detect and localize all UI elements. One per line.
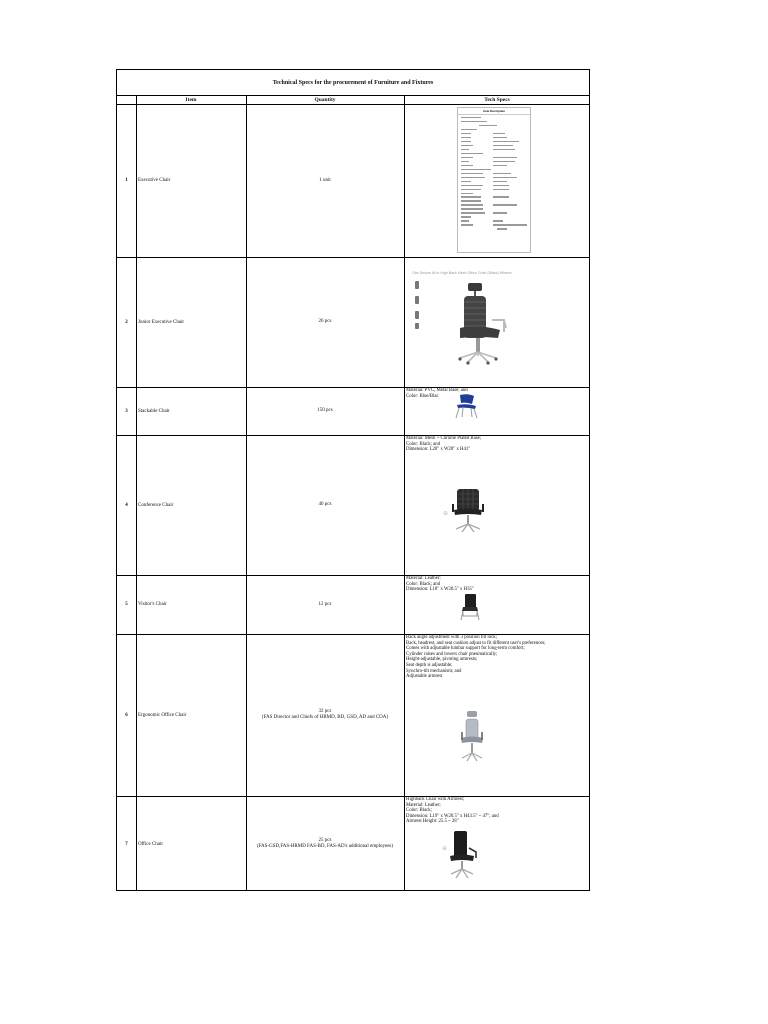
- row-number: 4: [125, 502, 128, 508]
- junior-executive-chair-image: [408, 266, 520, 378]
- table-title: Technical Specs for the procurement of Furniture and Fixtures: [117, 70, 589, 96]
- item-name: Office Chair: [138, 841, 164, 847]
- ergonomic-office-chair-image: [457, 710, 487, 766]
- quantity-value: 40 pcs: [318, 502, 332, 507]
- item-name: Stackable Chair: [138, 408, 170, 414]
- row-number: 2: [125, 319, 128, 325]
- office-chair-image: [442, 830, 482, 882]
- col-divider: [136, 95, 137, 890]
- quantity-value: 1 unit: [319, 177, 331, 183]
- spec-table: [116, 69, 590, 891]
- quantity-value: 150 pcs: [317, 408, 333, 413]
- header-quantity: Quantity: [314, 96, 336, 103]
- quantity-value: 26 pcs: [318, 319, 332, 324]
- quantity-cell: [246, 796, 404, 892]
- quantity-value: 25 pcs: [318, 838, 332, 843]
- thumbnail-strip: [415, 281, 419, 329]
- row-number: 3: [125, 408, 128, 414]
- quantity-cell: [246, 104, 404, 257]
- svg-text:⊕: ⊕: [443, 510, 449, 517]
- header-tech-specs: Tech Specs: [484, 96, 510, 103]
- quantity-cell: [246, 575, 404, 634]
- row-number: 6: [125, 712, 128, 718]
- quantity-cell: [246, 257, 404, 387]
- spec-document-image: [457, 107, 531, 253]
- item-name: Junior Executive Chair: [138, 319, 185, 325]
- quantity-value: 12 pcs: [318, 601, 332, 607]
- quantity-cell: [246, 634, 404, 796]
- col-divider: [404, 95, 405, 890]
- row-number: 7: [125, 841, 128, 847]
- visitors-chair-image: [458, 592, 482, 622]
- spec-document-title: Item Description: [458, 108, 530, 115]
- photo-caption: Ohs Deluxe All in High Back Mesh Office Chair (Black) Wheels: [412, 271, 512, 275]
- quantity-value: 32 pcs: [318, 709, 332, 714]
- quantity-cell: [246, 435, 404, 575]
- item-name: Visitor's Chair: [138, 602, 167, 607]
- stackable-chair-image: [452, 393, 482, 419]
- row-number: 1: [125, 178, 128, 183]
- svg-text:⊕: ⊕: [442, 845, 448, 852]
- quantity-cell: [246, 387, 404, 435]
- header-item: Item: [185, 96, 197, 103]
- item-name: Executive Chair: [138, 178, 171, 183]
- quantity-note: (FAS Director and Chiefs of HRMD, BD, GSD, AD and COA): [261, 715, 389, 720]
- conference-chair-image: [442, 486, 492, 536]
- item-name: Ergonomic Office Chair: [138, 712, 187, 718]
- spec-text: Material: Leather; Color: Black; and Dimension: L18" x W20.5" x H35": [406, 576, 474, 593]
- spec-text: Material: Mesh + Chrome Plated Base; Color: Black; and Dimension: L20" x W20" x H41": [406, 436, 482, 453]
- spec-text: Material: PVC, Metal Base; and Color: Blue/Blac: [406, 388, 468, 399]
- quantity-note: (FAS-GSD,FAS-HRMD FAS-BD, FAS-AD's additional employees): [256, 844, 394, 849]
- item-name: Conference Chair: [138, 502, 174, 508]
- spec-text: Highback Chair with Armrest; Material: Leather; Color: Black; Dimension: L19" x W20.5" x H43.5" ~ 47"; and Armrest Height: 25.5 ~ 28": [406, 797, 499, 825]
- spec-text: Back angle adjustment with 3 position tilt lock; Back, headrest, and seat cushion adjust to fit different user's preferences; Comes with adjustable lumbar support for long-term comfort; Cylinder raises and lowers chair pneumatically; Height-adjustable, pivoting armrests; Seat depth is adjustable; Synchro-tilt mechanism; and Adjustable armrest: [406, 635, 546, 680]
- row-number: 5: [125, 602, 128, 607]
